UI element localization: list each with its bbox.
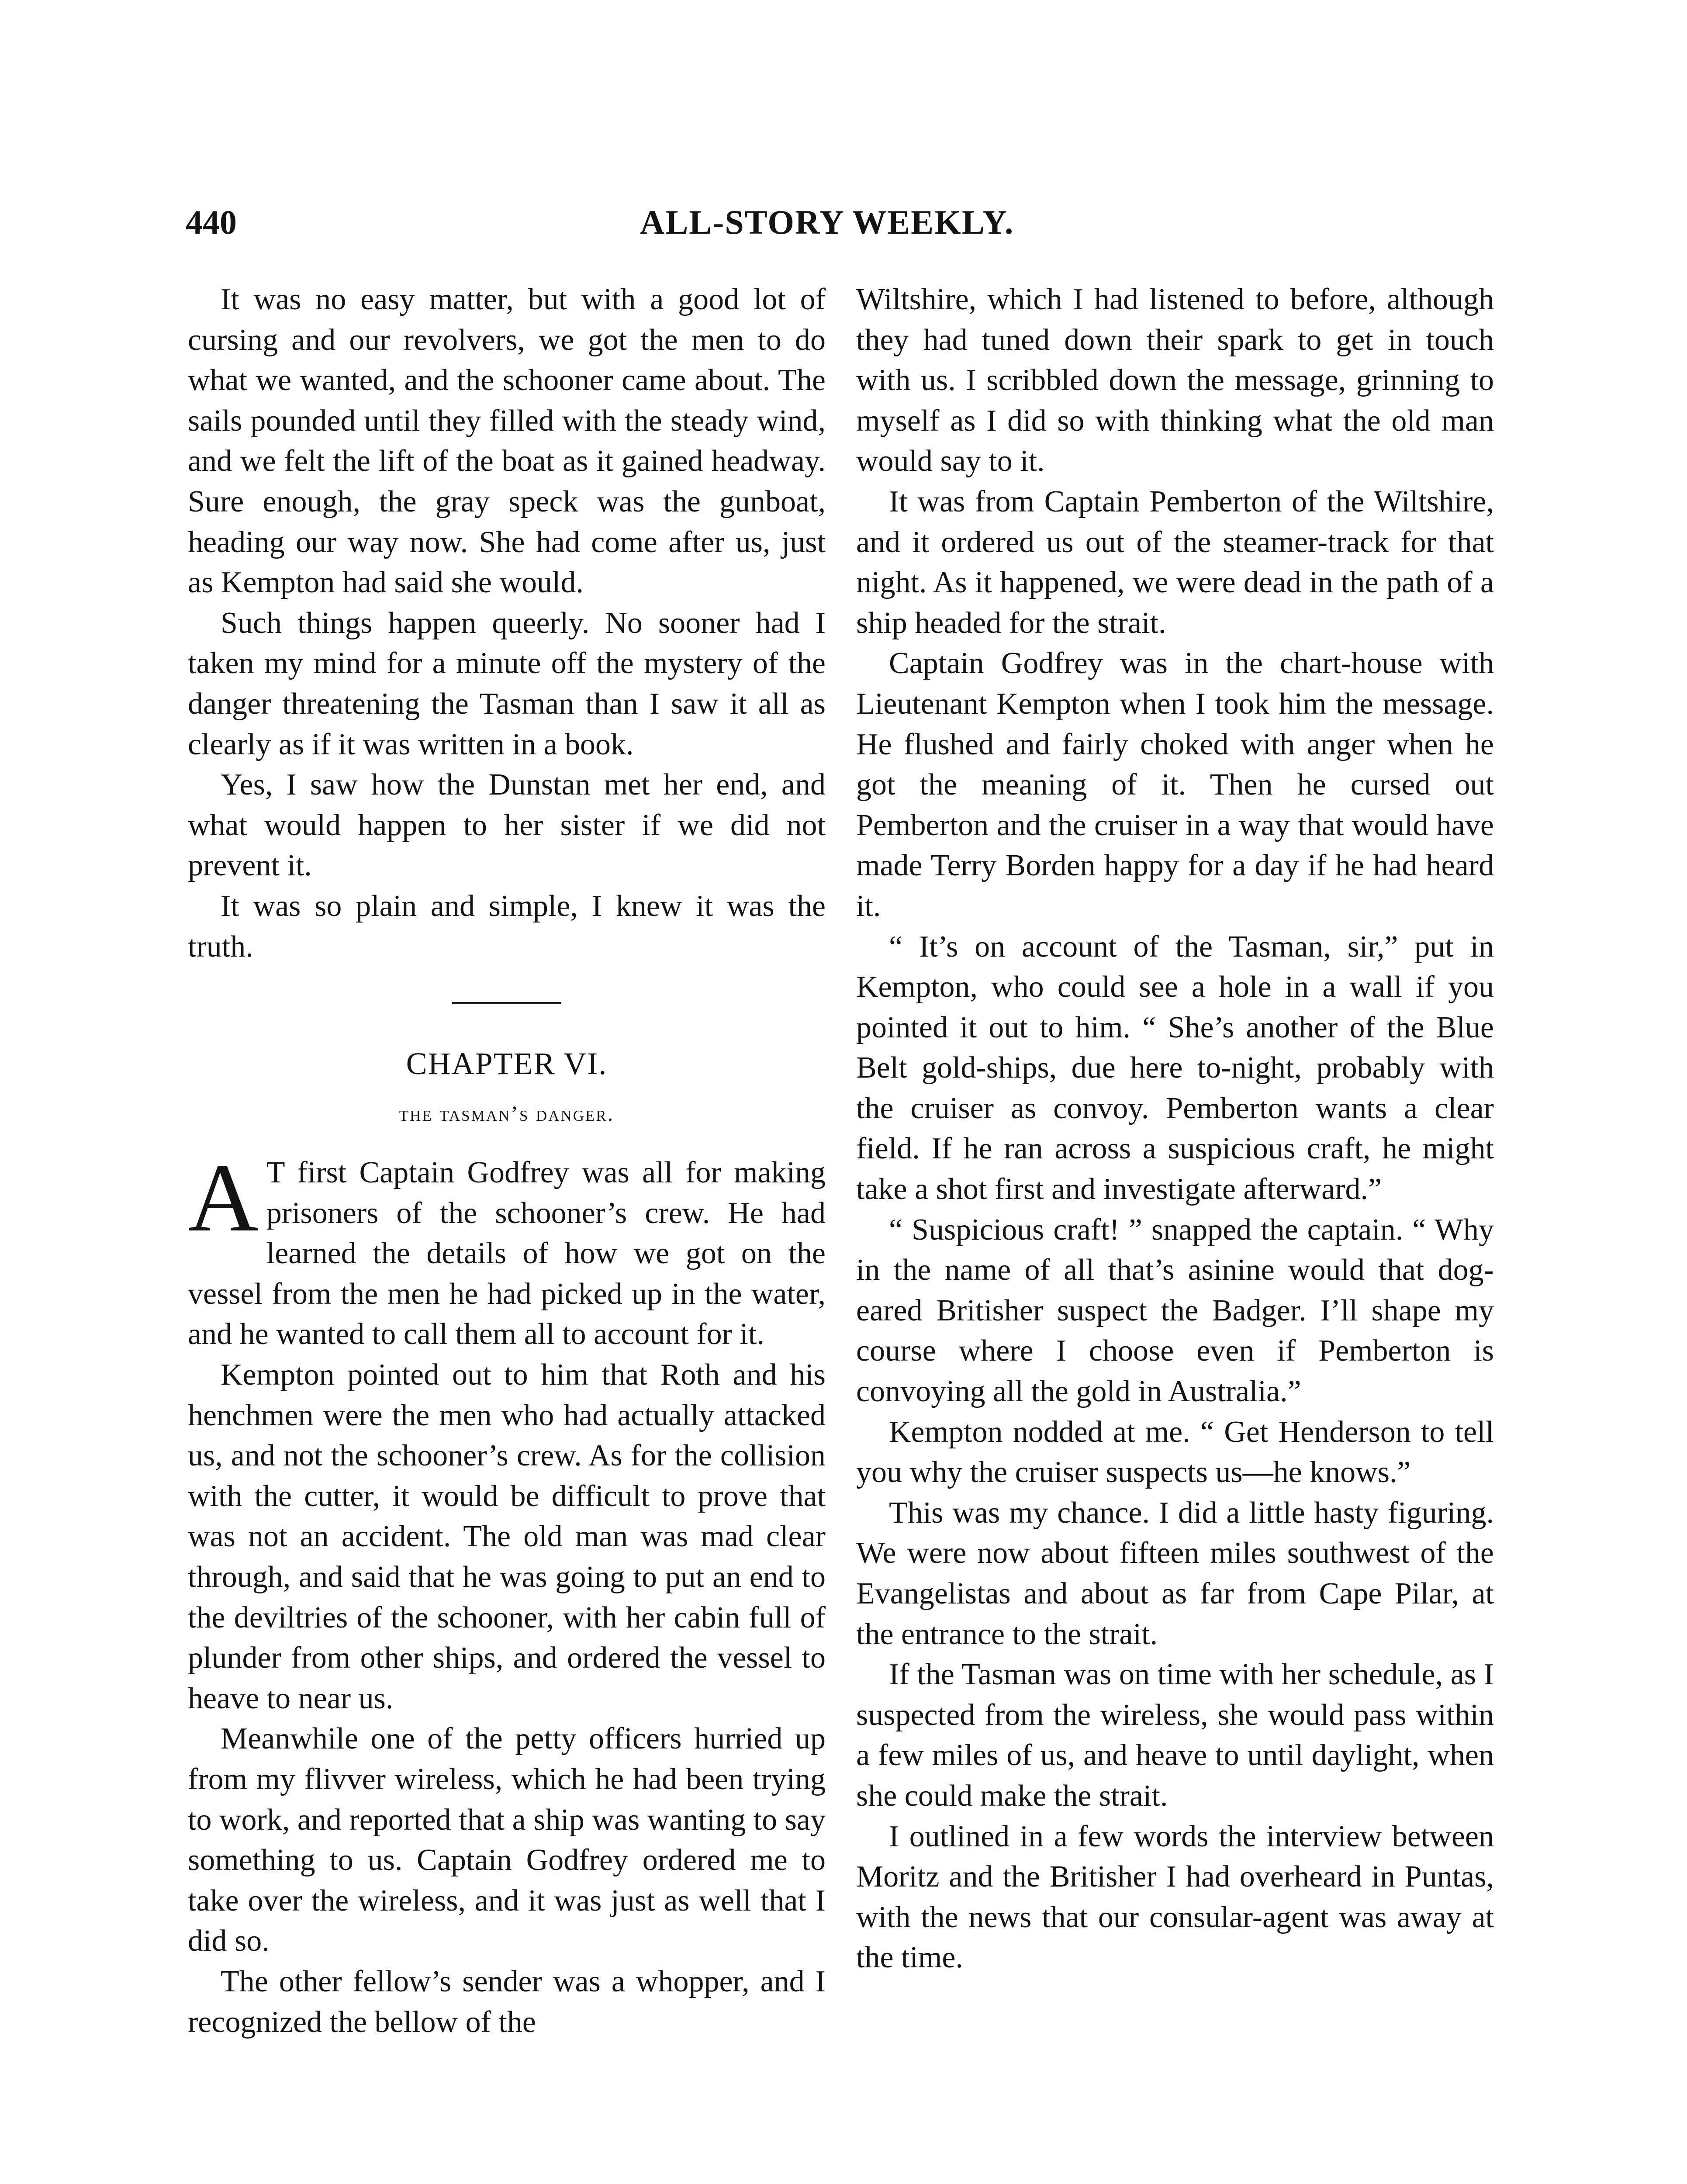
chapter-title: CHAPTER VI. <box>406 1046 608 1082</box>
paragraph-continuation: Wiltshire, which I had listened to before, although they had tuned down their spark to get in touch with us. I scribbled down the message, grinning to myself as I did so with thinking what the old man would say to it. <box>856 283 1494 478</box>
opening-text: T first Captain Godfrey was all for making prisoners of the schooner’s crew. He had learned the details of how we got on the vessel from the men he had picked up in the water, and he wanted to call them all to account for it. <box>188 1156 826 1351</box>
paragraph: Captain Godfrey was in the chart-house with Lieutenant Kempton when I took him the message. He flushed and fairly choked with anger when he got the meaning of it. Then he cursed out Pemberton and the cruiser in a way that would have made Terry Borden happy for a day if he had heard it. <box>856 646 1494 923</box>
paragraph: It was so plain and simple, I knew it was the truth. <box>188 889 826 964</box>
paragraph: It was from Captain Pemberton of the Wiltshire, and it ordered us out of the steamer-track for that night. As it happened, we were dead in the path of a ship headed for the strait. <box>856 484 1494 640</box>
paragraph: I outlined in a few words the interview between Moritz and the Britisher I had overheard in Puntas, with the news that our consular-agent was away at the time. <box>856 1819 1494 1975</box>
paragraph: The other fellow’s sender was a whopper, and I recognized the bellow of the <box>188 1964 826 2039</box>
paragraph: Kempton nodded at me. “ Get Henderson to tell you why the cruiser suspects us—he knows.” <box>856 1415 1494 1489</box>
paragraph: Kempton pointed out to him that Roth and his henchmen were the men who had actually attacked us, and not the schooner’s crew. As for the collision with the cutter, it would be difficult to prove that was not an accident. The old man was mad clear through, and said that he was going to put an end to the deviltries of the schooner, with her cabin full of plunder from other ships, and ordered the vessel to heave to near us. <box>188 1358 826 1715</box>
paragraph: Such things happen queerly. No sooner had I taken my mind for a minute off the mystery of the danger threatening the Tasman than I saw it all as clearly as if it was written in a book. <box>188 606 826 761</box>
left-column <box>188 280 826 2042</box>
paragraph: If the Tasman was on time with her schedule, as I suspected from the wireless, she would pass within a few miles of us, and heave to until daylight, when she could make the strait. <box>856 1658 1494 1813</box>
drop-cap: A <box>188 1144 259 1252</box>
chapter-subtitle: the tasman’s danger. <box>399 1101 615 1126</box>
paragraph: “ Suspicious craft! ” snapped the captain. “ Why in the name of all that’s asinine would that dog-eared Britisher suspect the Badger. I’ll shape my course where I choose even if Pemberton is convoying all the gold in Australia.” <box>856 1213 1494 1409</box>
paragraph: Meanwhile one of the petty officers hurried up from my flivver wireless, which he had been trying to work, and reported that a ship was wanting to say something to us. Captain Godfrey ordered me to take over the wireless, and it was just as well that I did so. <box>188 1722 826 1958</box>
right-column <box>856 280 1494 1978</box>
paragraph: This was my chance. I did a little hasty figuring. We were now about fifteen miles southwest of the Evangelistas and about as far from Cape Pilar, at the entrance to the strait. <box>856 1496 1494 1651</box>
chapter-opening-paragraph <box>188 1144 826 1355</box>
paragraph: Yes, I saw how the Dunstan met her end, and what would happen to her sister if we did not prevent it. <box>188 768 826 883</box>
section-divider <box>452 1002 561 1004</box>
paragraph: “ It’s on account of the Tasman, sir,” put in Kempton, who could see a hole in a wall if you pointed it out to him. “ She’s another of the Blue Belt gold-ships, due here to-night, probably with the cruiser as convoy. Pemberton wants a clear field. If he ran across a suspicious craft, he might take a shot first and investigate afterward.” <box>856 930 1494 1206</box>
paragraph: It was no easy matter, but with a good lot of cursing and our revolvers, we got the men to do what we wanted, and the schooner came about. The sails pounded until they filled with the steady wind, and we felt the lift of the boat as it gained headway. Sure enough, the gray speck was the gunboat, heading our way now. She had come after us, just as Kempton had said she would. <box>188 283 826 600</box>
page-number: 440 <box>186 203 237 241</box>
running-head: ALL-STORY WEEKLY. <box>640 203 1014 241</box>
